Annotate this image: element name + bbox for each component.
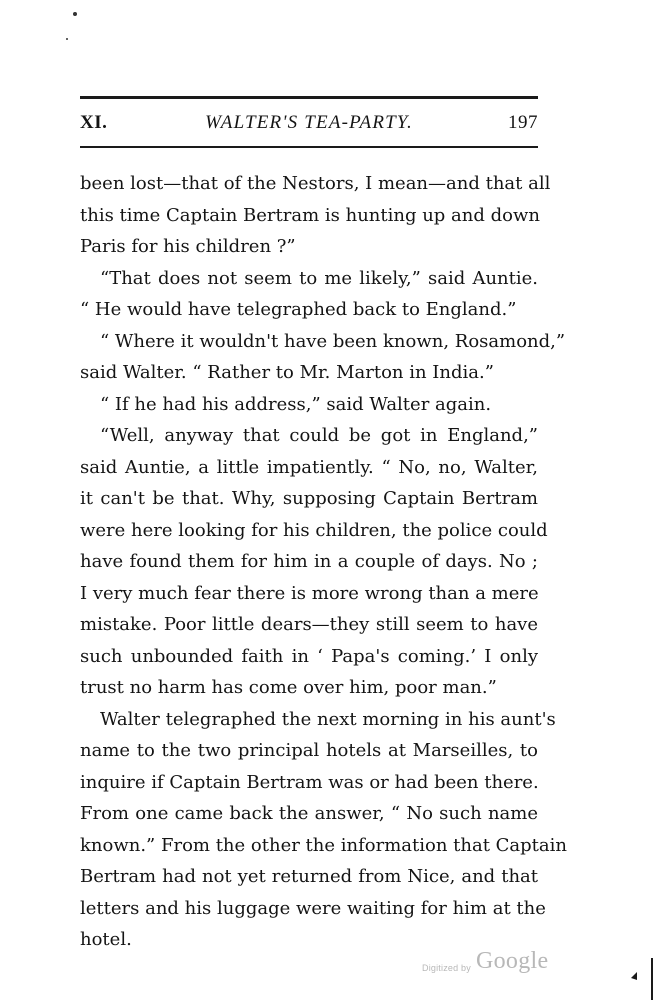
- text-line: said Auntie, a little impatiently. “ No, no, Walter,: [80, 456, 538, 478]
- text-line: hotel.: [80, 929, 132, 950]
- digitized-by-google-watermark: [422, 948, 562, 978]
- text-line: name to the two principal hotels at Marseilles, to: [80, 740, 538, 761]
- text-line: been lost—that of the Nestors, I mean—and that all: [80, 173, 551, 194]
- text-line: I very much fear there is more wrong than a mere: [80, 582, 539, 604]
- text-line: Walter telegraphed the next morning in his aunt's: [100, 708, 556, 730]
- text-line: it can't be that. Why, supposing Captain Bertram: [80, 488, 538, 509]
- text-line: said Walter. “ Rather to Mr. Marton in India.”: [80, 362, 494, 383]
- chapter-number: XI.: [80, 112, 108, 133]
- running-title: WALTER'S TEA-PARTY.: [205, 112, 413, 133]
- page-number: 197: [508, 112, 538, 133]
- watermark-prefix: Digitized by: [422, 963, 471, 973]
- text-line: “That does not seem to me likely,” said Auntie.: [100, 267, 538, 289]
- text-line: letters and his luggage were waiting for him at the: [80, 897, 546, 919]
- text-line: trust no harm has come over him, poor man.”: [80, 677, 497, 698]
- text-line: “ He would have telegraphed back to England.”: [80, 299, 517, 320]
- scan-speck: [66, 38, 68, 40]
- text-line: known.” From the other the information that Captain: [80, 834, 567, 856]
- text-line: mistake. Poor little dears—they still seem to have: [80, 614, 538, 635]
- text-line: Bertram had not yet returned from Nice, and that: [80, 866, 538, 887]
- text-line: such unbounded faith in ‘ Papa's coming.’ I only: [80, 645, 538, 667]
- body-text: [80, 168, 567, 956]
- text-line: “ If he had his address,” said Walter again.: [100, 393, 492, 415]
- page-corner-icon: [631, 972, 637, 980]
- text-line: Paris for his children ?”: [80, 236, 296, 257]
- page-edge: [651, 958, 653, 1000]
- header-bottom-rule: [80, 146, 538, 148]
- header-top-rule: [80, 96, 538, 99]
- text-line: From one came back the answer, “ No such name: [80, 803, 538, 824]
- running-head: [80, 108, 538, 138]
- text-line: inquire if Captain Bertram was or had been there.: [80, 771, 539, 793]
- scan-speck: [73, 12, 77, 16]
- text-line: were here looking for his children, the police could: [80, 519, 548, 541]
- text-line: have found them for him in a couple of days. No ;: [80, 551, 538, 572]
- text-line: this time Captain Bertram is hunting up and down: [80, 204, 540, 226]
- google-logo: Google: [476, 948, 549, 974]
- text-line: “Well, anyway that could be got in England,”: [100, 425, 538, 446]
- text-line: “ Where it wouldn't have been known, Rosamond,”: [100, 330, 566, 352]
